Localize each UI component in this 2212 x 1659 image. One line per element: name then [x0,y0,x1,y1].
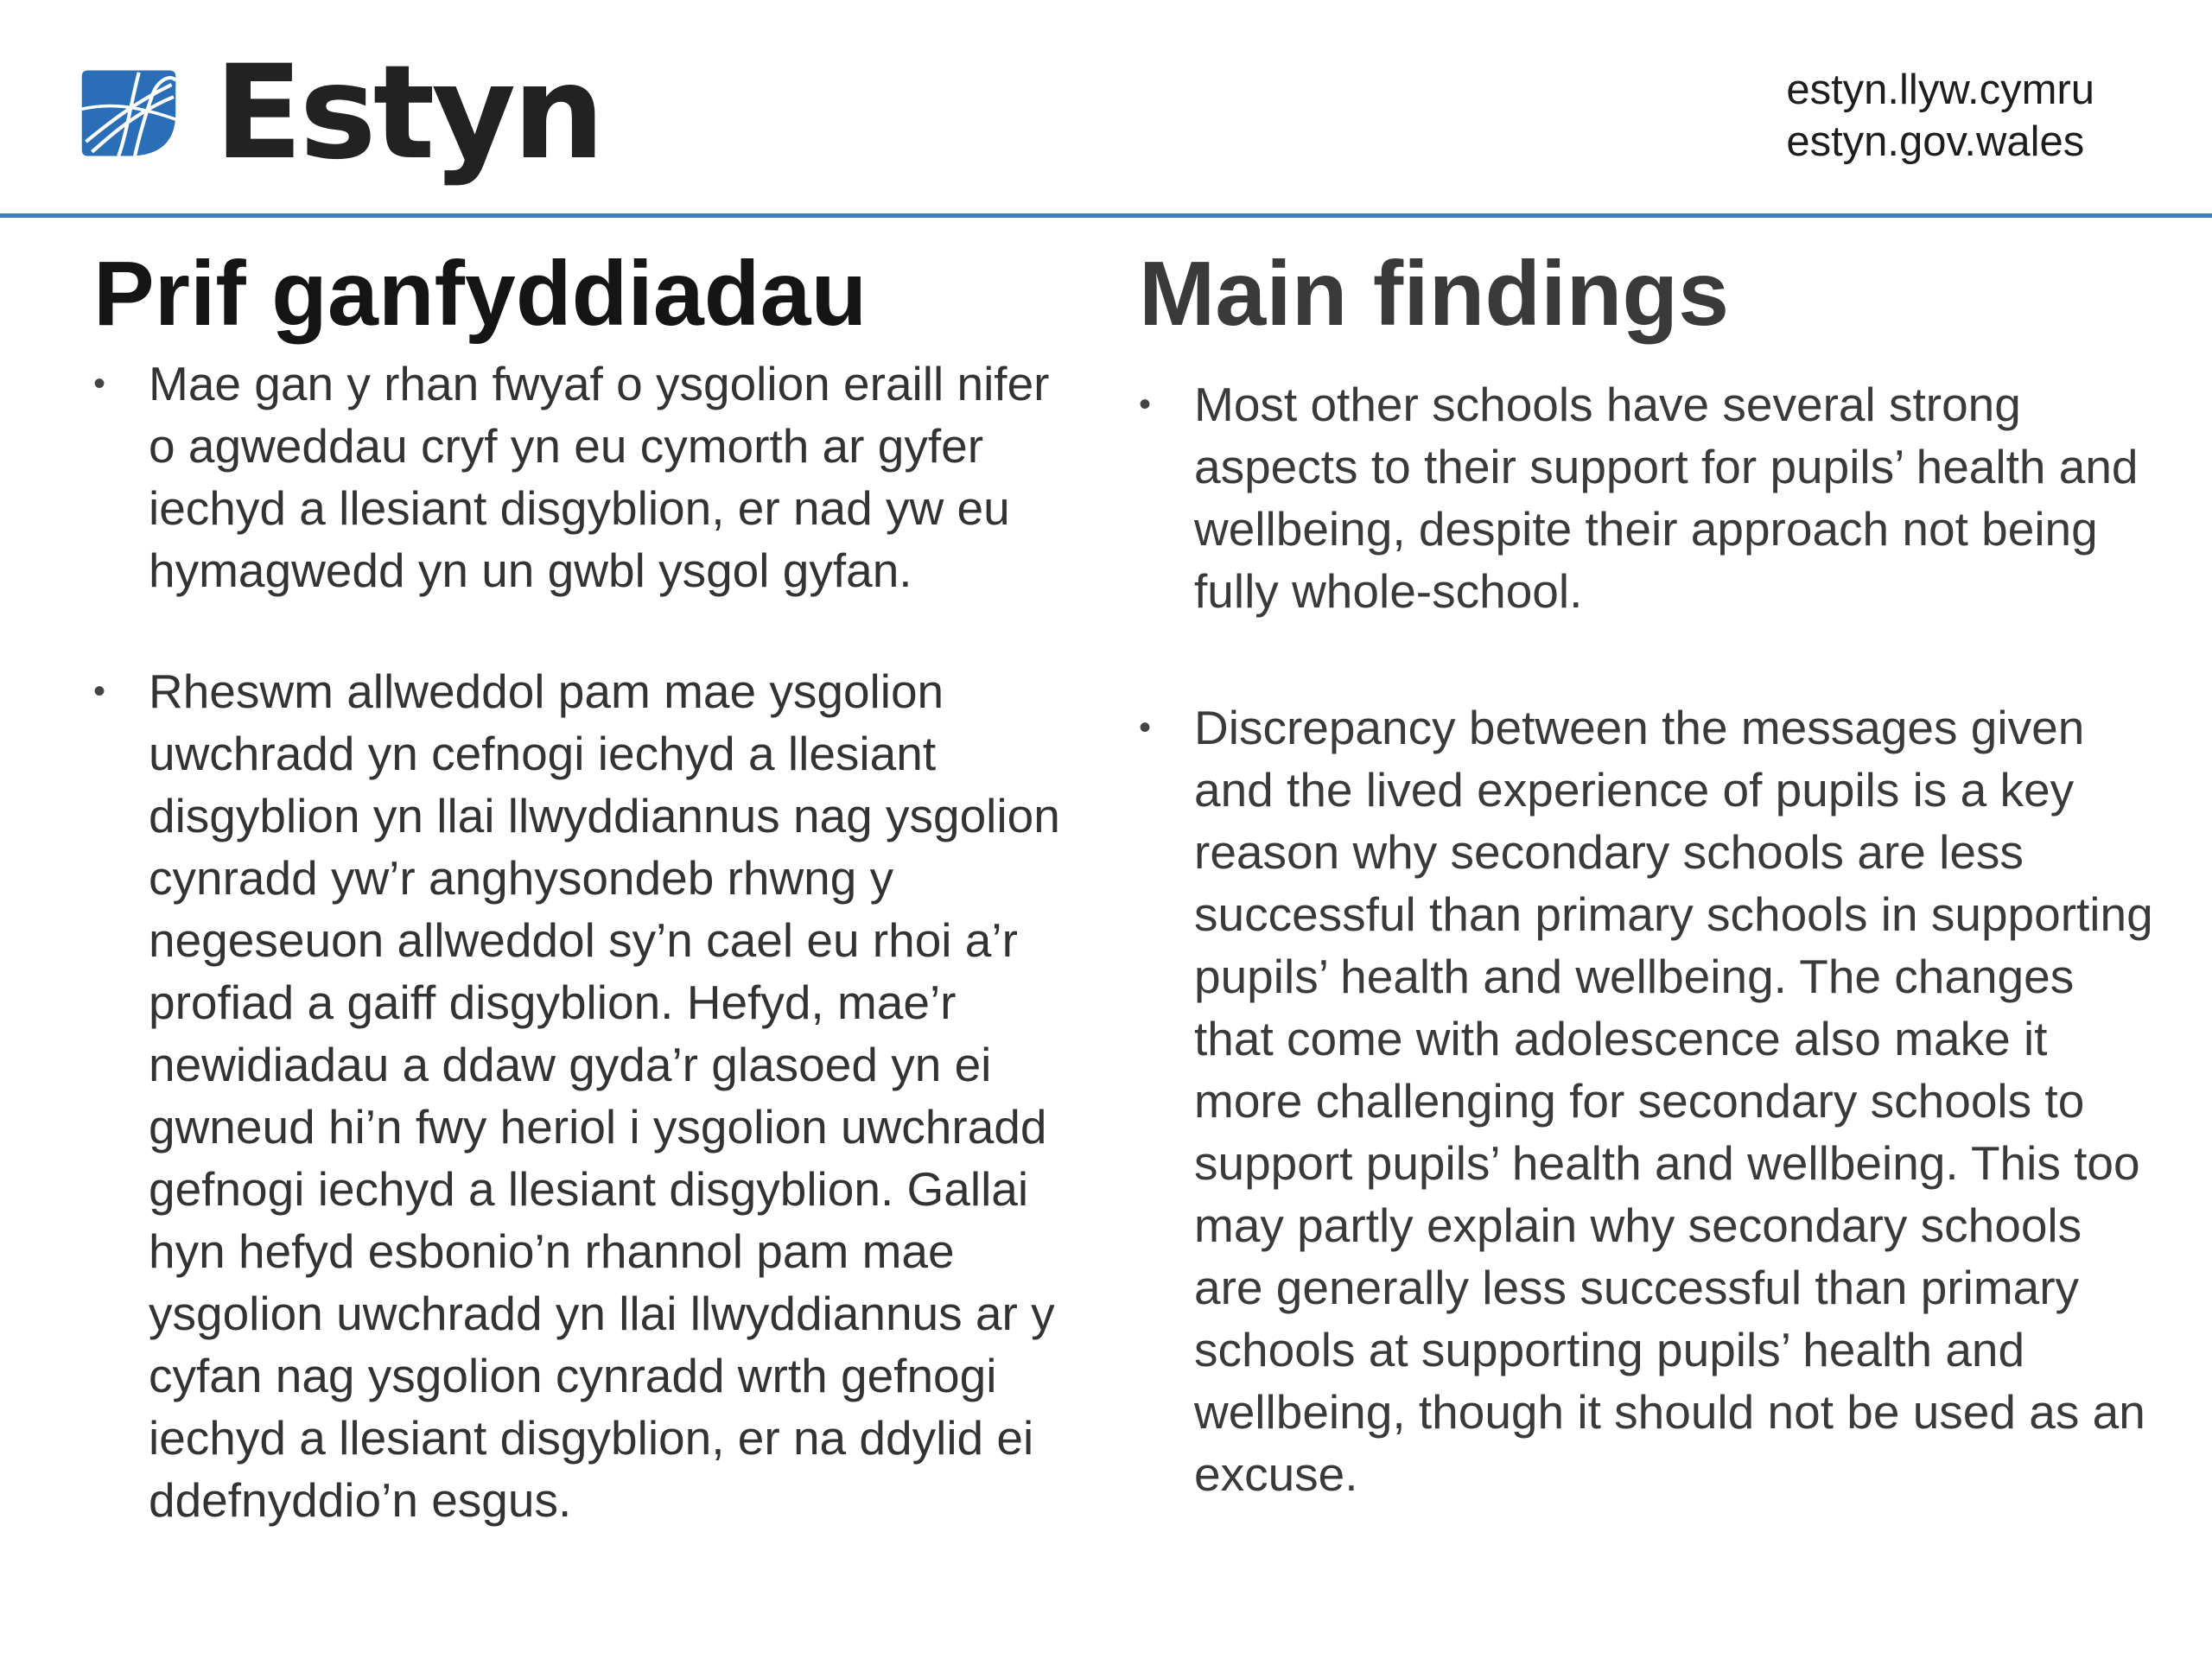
welsh-heading: Prif ganfyddiadau [93,243,868,345]
bullet-icon: • [1139,709,1152,747]
english-bullet-list [1139,373,2158,1505]
url-english: estyn.gov.wales [1786,118,2085,165]
english-column [1139,242,2158,1505]
bullet-icon: • [93,672,106,710]
bullet-icon: • [1139,385,1152,423]
english-bullet-text: Discrepancy between the messages given and the lived experience of pupils is a key reason why secondary schools are less successful than primary schools in supporting pupils’ health and wellbeing. The changes that come with adolescence also make it more challenging for secondary schools to support pupils’ health and wellbeing. This too may partly explain why secondary schools are generally less successful than primary schools at supporting pupils’ health and wellbeing, though it should not be used as an excuse. [1194,701,2153,1501]
welsh-column [93,242,1087,1531]
page-header [0,0,2212,216]
url-welsh: estyn.llyw.cymru [1786,67,2094,113]
header-divider [0,213,2212,218]
english-bullet-item [1139,373,2158,622]
website-urls [1786,64,2094,168]
estyn-logo-mark-icon [78,62,180,164]
english-heading: Main findings [1139,243,1730,345]
welsh-bullet-item [93,353,1087,601]
welsh-bullet-text: Rheswm allweddol pam mae ysgolion uwchradd yn cefnogi iechyd a llesiant disgyblion yn llai llwyddiannus nag ysgolion cynradd yw’r anghysondeb rhwng y negeseuon allweddol sy’n cael eu rhoi a’r profiad a gaiff disgyblion. Hefyd, mae’r newidiadau a ddaw gyda’r glasoed yn ei gwneud hi’n fwy heriol i ysgolion uwchradd gefnogi iechyd a llesiant disgyblion. Gallai hyn hefyd esbonio’n rhannol pam mae ysgolion uwchradd yn llai llwyddiannus ar y cyfan nag ysgolion cynradd wrth gefnogi iechyd a llesiant disgyblion, er na ddylid ei ddefnyddio’n esgus. [149,664,1060,1527]
estyn-logo [78,38,602,188]
english-bullet-text: Most other schools have several strong aspects to their support for pupils’ health and wellbeing, despite their approach not being fully whole-school. [1194,378,2139,618]
welsh-bullet-list [93,353,1087,1531]
welsh-bullet-item [93,660,1087,1531]
bullet-icon: • [93,365,106,403]
estyn-wordmark: Estyn [214,38,602,188]
english-bullet-item [1139,696,2158,1505]
welsh-bullet-text: Mae gan y rhan fwyaf o ysgolion eraill nifer o agweddau cryf yn eu cymorth ar gyfer iechyd a llesiant disgyblion, er nad yw eu hymagwedd yn un gwbl ysgol gyfan. [149,357,1050,597]
